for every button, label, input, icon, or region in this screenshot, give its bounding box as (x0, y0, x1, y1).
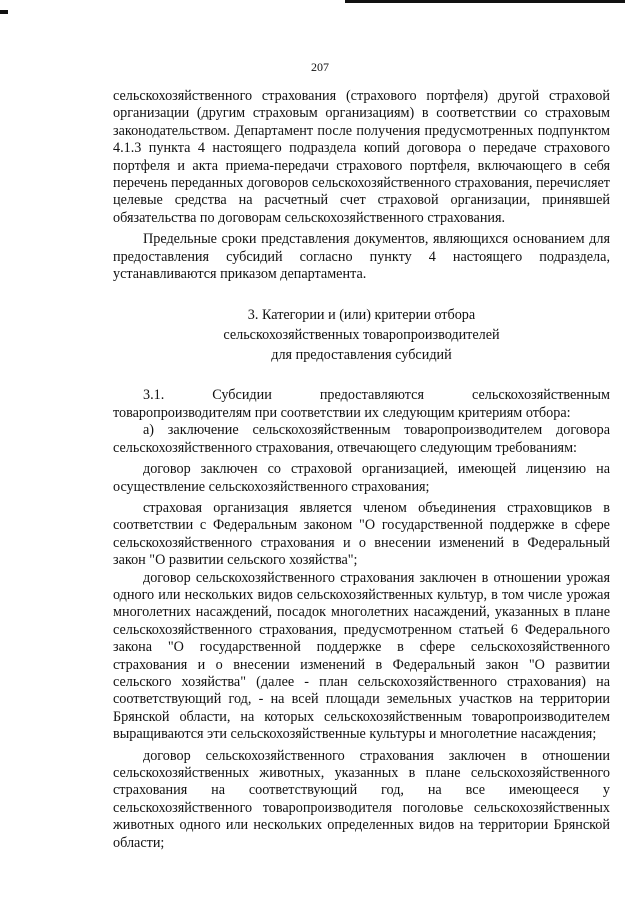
paragraph-continuation: сельскохозяйственного страхования (страхового портфеля) другой страховой организации (другим страховым организациям) в соответствии со страховым законодательством. Департамент после получения предусмотренных подпунктом 4.1.3 пункта 4 настоящего подраздела копий договора о передаче страхового портфеля и акта приема-передачи страхового портфеля, включающего в себя перечень переданных договоров сельскохозяйственного страхования, перечисляет целевые средства на расчетный счет страховой организации, принявшей обязательства по договорам сельскохозяйственного страхования. (113, 88, 611, 226)
paragraph-crops-insurance: договор сельскохозяйственного страхования заключен в отношении урожая одного или нескольких видов сельскохозяйственных культур, в том числе урожая многолетних насаждений, посадок многолетних насаждений, указанных в плане сельскохозяйственного страхования, предусмотренном статьей 6 Федерального закона "О государственной поддержке в сфере сельскохозяйственного страхования и о внесении изменений в Федеральный закон "О развитии сельского хозяйства" (далее - план сельскохозяйственного страхования) на соответствующий год, - на всей площади земельных участков на территории Брянской области, на которых сельскохозяйственным товаропроизводителем выращиваются эти сельскохозяйственные культуры и многолетние насаждения; (113, 569, 610, 743)
scan-edge-line (345, 0, 625, 3)
paragraph-3-1: 3.1. Субсидии предоставляются сельскохозяйственным товаропроизводителям при соответствии их следующим критериям отбора: (113, 387, 614, 421)
section-heading-line-3: для предоставления субсидий (271, 347, 452, 364)
paragraph-license: договор заключен со страховой организацией, имеющей лицензию на осуществление сельскохозяйственного страхования; (113, 461, 610, 495)
section-heading-line-2: сельскохозяйственных товаропроизводителей (223, 327, 500, 344)
section-heading (113, 305, 610, 365)
paragraph-deadlines: Предельные сроки представления документов, являющихся основанием для предоставления субсидий согласно пункту 4 настоящего подраздела, устанавливаются приказом департамента. (113, 231, 610, 283)
section-heading-line-1: 3. Категории и (или) критерии отбора (247, 307, 476, 324)
document-body (113, 88, 614, 852)
scan-edge-mark (0, 10, 8, 14)
page-number: 207 (311, 60, 329, 74)
paragraph-criterion-a: а) заключение сельскохозяйственным товаропроизводителем договора сельскохозяйственного страхования, отвечающего следующим требованиям: (113, 422, 610, 456)
paragraph-insurer-membership: страховая организация является членом объединения страховщиков в соответствии с Федеральным законом "О государственной поддержке в сфере сельскохозяйственного страхования и о внесении изменений в Федеральный закон "О развитии сельского хозяйства"; (113, 499, 610, 569)
paragraph-animals-insurance: договор сельскохозяйственного страхования заключен в отношении сельскохозяйственных животных, указанных в плане сельскохозяйственного страхования на соответствующий год, на все имеющееся у сельскохозяйственного товаропроизводителя поголовье сельскохозяйственных животных одного или нескольких определенных видов на территории Брянской области; (113, 747, 610, 851)
